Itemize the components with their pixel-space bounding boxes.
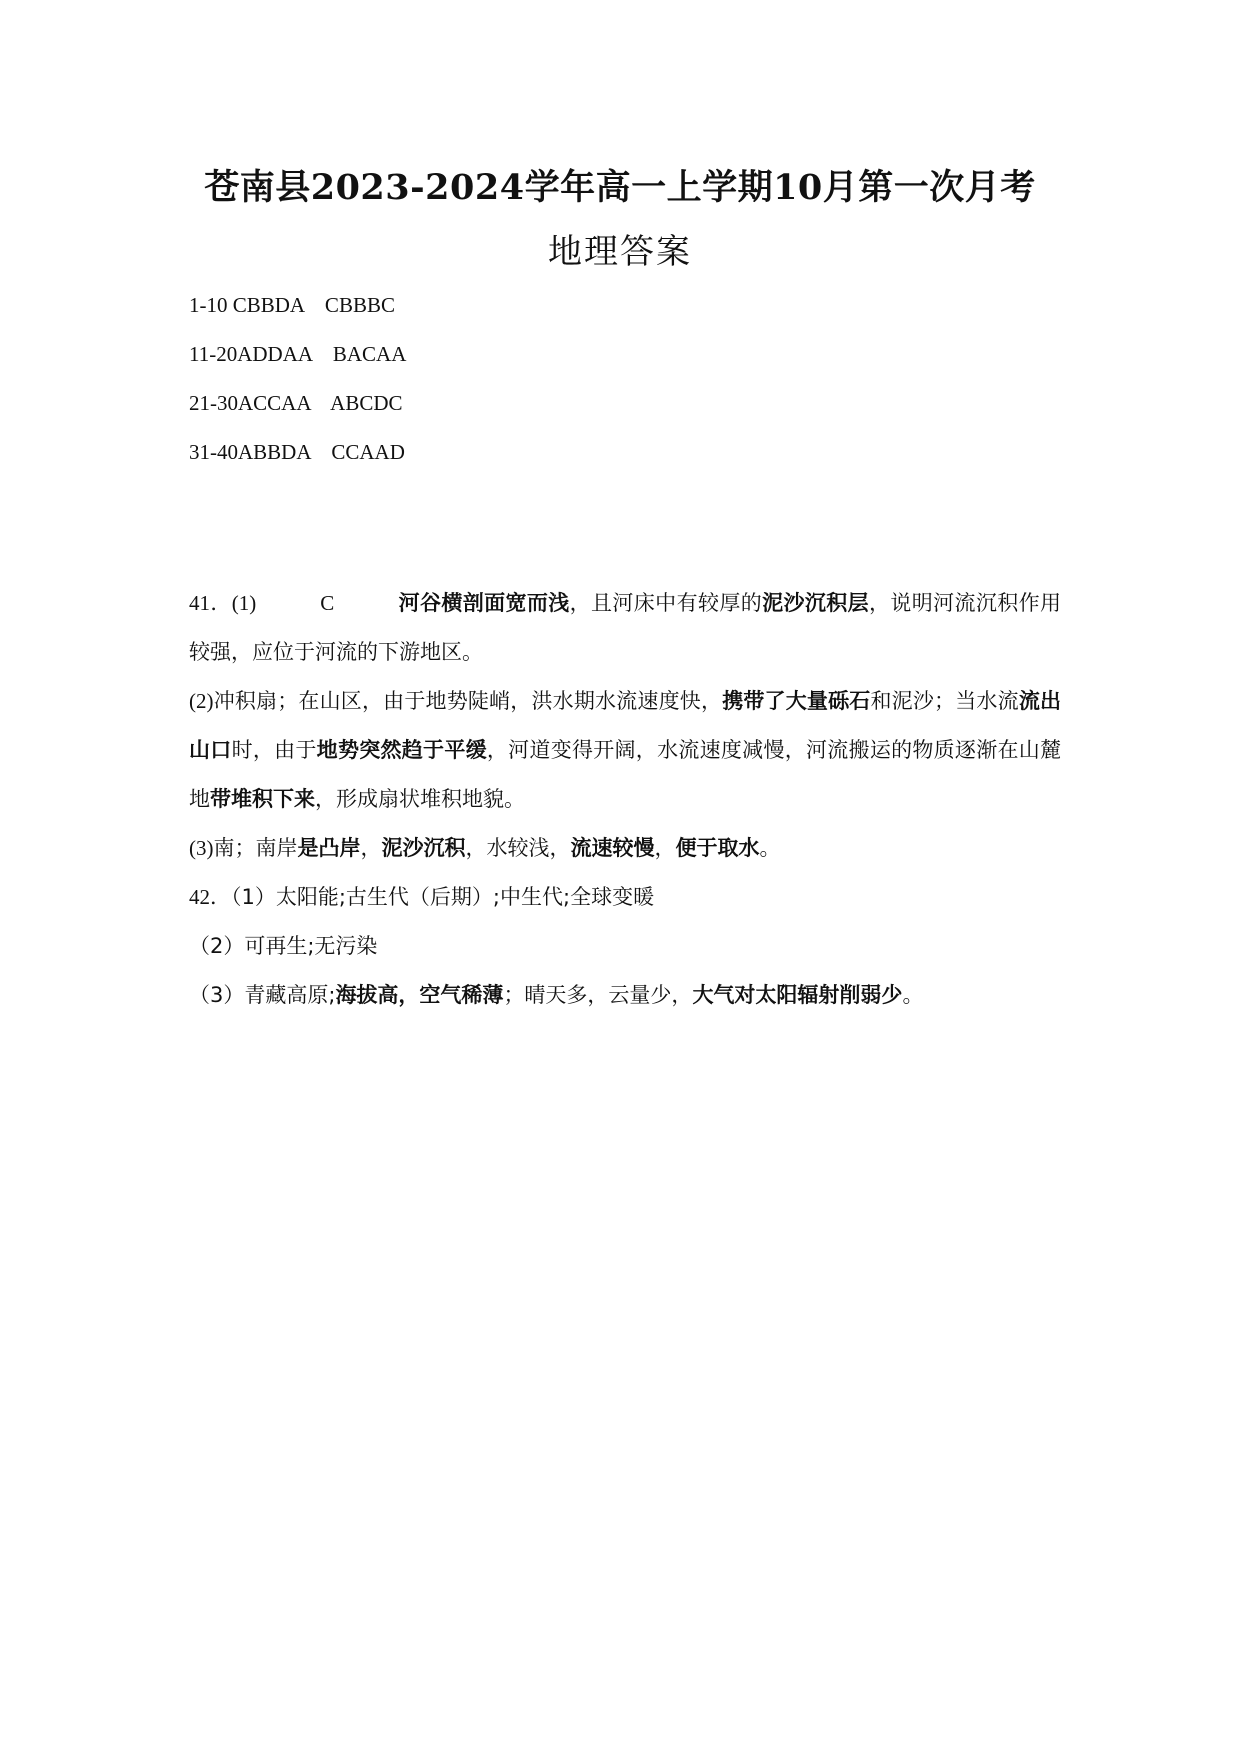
key-point: 便于取水 bbox=[675, 836, 760, 860]
essay-answers bbox=[189, 579, 1061, 1020]
key-point: 泥沙沉积 bbox=[381, 836, 466, 860]
answer-text: （2）可再生;无污染 bbox=[189, 934, 378, 958]
answer-text: ；晴天多，云量少， bbox=[503, 983, 693, 1007]
q41-label: 41．(1) bbox=[189, 591, 257, 615]
answer-text: （1）太阳能;古生代（后期）;中生代;全球变暖 bbox=[231, 885, 655, 909]
answer-text: 。 bbox=[759, 836, 781, 860]
answer-text: ，形成扇状堆积地貌。 bbox=[315, 787, 525, 811]
part-label: (2) bbox=[189, 689, 214, 713]
q41-part1 bbox=[189, 579, 1061, 677]
answer-text: 时，由于 bbox=[231, 738, 317, 762]
answer-text: ，且河床中有较厚的 bbox=[569, 591, 763, 615]
choice-answer-list bbox=[189, 290, 406, 486]
key-point: 流速较慢 bbox=[570, 836, 655, 860]
answer-text: ，水较浅， bbox=[465, 836, 571, 860]
answer-text: ， bbox=[360, 836, 382, 860]
answer-text: ，说明河流沉积作用较强，应位于河流的下游地区。 bbox=[189, 591, 1062, 664]
part-label: (3) bbox=[189, 836, 214, 860]
answer-text: （3）青藏高原; bbox=[189, 983, 336, 1007]
answer-text: ， bbox=[654, 836, 676, 860]
choice-answer-line: 1-10 CBBDA CBBBC bbox=[189, 293, 395, 317]
answer-text: 和泥沙；当水流 bbox=[870, 689, 1019, 713]
q41-part3 bbox=[189, 824, 1061, 873]
q42-part3 bbox=[189, 971, 1061, 1020]
answer-text: ，河道变得开阔，水流速度减慢，河流搬运的物质逐渐在山麓地 bbox=[189, 738, 1062, 811]
key-point: 携带了大量砾石 bbox=[722, 689, 871, 713]
answer-text: 冲积扇；在山区，由于地势陡峭，洪水期水流速度快， bbox=[213, 689, 723, 713]
key-point: 是凸岸 bbox=[297, 836, 361, 860]
q42-label: 42． bbox=[189, 885, 231, 909]
choice-answer-line: 11-20ADDAA BACAA bbox=[189, 342, 407, 366]
key-point: 泥沙沉积层 bbox=[762, 591, 869, 615]
key-point: 河谷横剖面宽而浅 bbox=[398, 591, 570, 615]
answer-text: 。 bbox=[902, 983, 924, 1007]
key-point: 大气对太阳辐射削弱少 bbox=[692, 983, 903, 1007]
page-title: 苍南县2023-2024学年高一上学期10月第一次月考 bbox=[204, 167, 1036, 208]
q42-part1 bbox=[189, 873, 1061, 922]
choice-answer-line: 21-30ACCAA ABCDC bbox=[189, 391, 403, 415]
key-point: 地势突然趋于平缓 bbox=[316, 738, 487, 762]
choice-answer-line: 31-40ABBDA CCAAD bbox=[189, 440, 405, 464]
page-subtitle: 地理答案 bbox=[548, 232, 692, 272]
key-point: 海拔高，空气稀薄 bbox=[335, 983, 504, 1007]
answer-text: 南；南岸 bbox=[213, 836, 298, 860]
q41-choice: C bbox=[320, 591, 335, 615]
key-point: 流出山口 bbox=[189, 689, 1061, 762]
key-point: 带堆积下来 bbox=[210, 787, 315, 811]
q42-part2 bbox=[189, 922, 1061, 971]
q41-part2 bbox=[189, 677, 1061, 824]
